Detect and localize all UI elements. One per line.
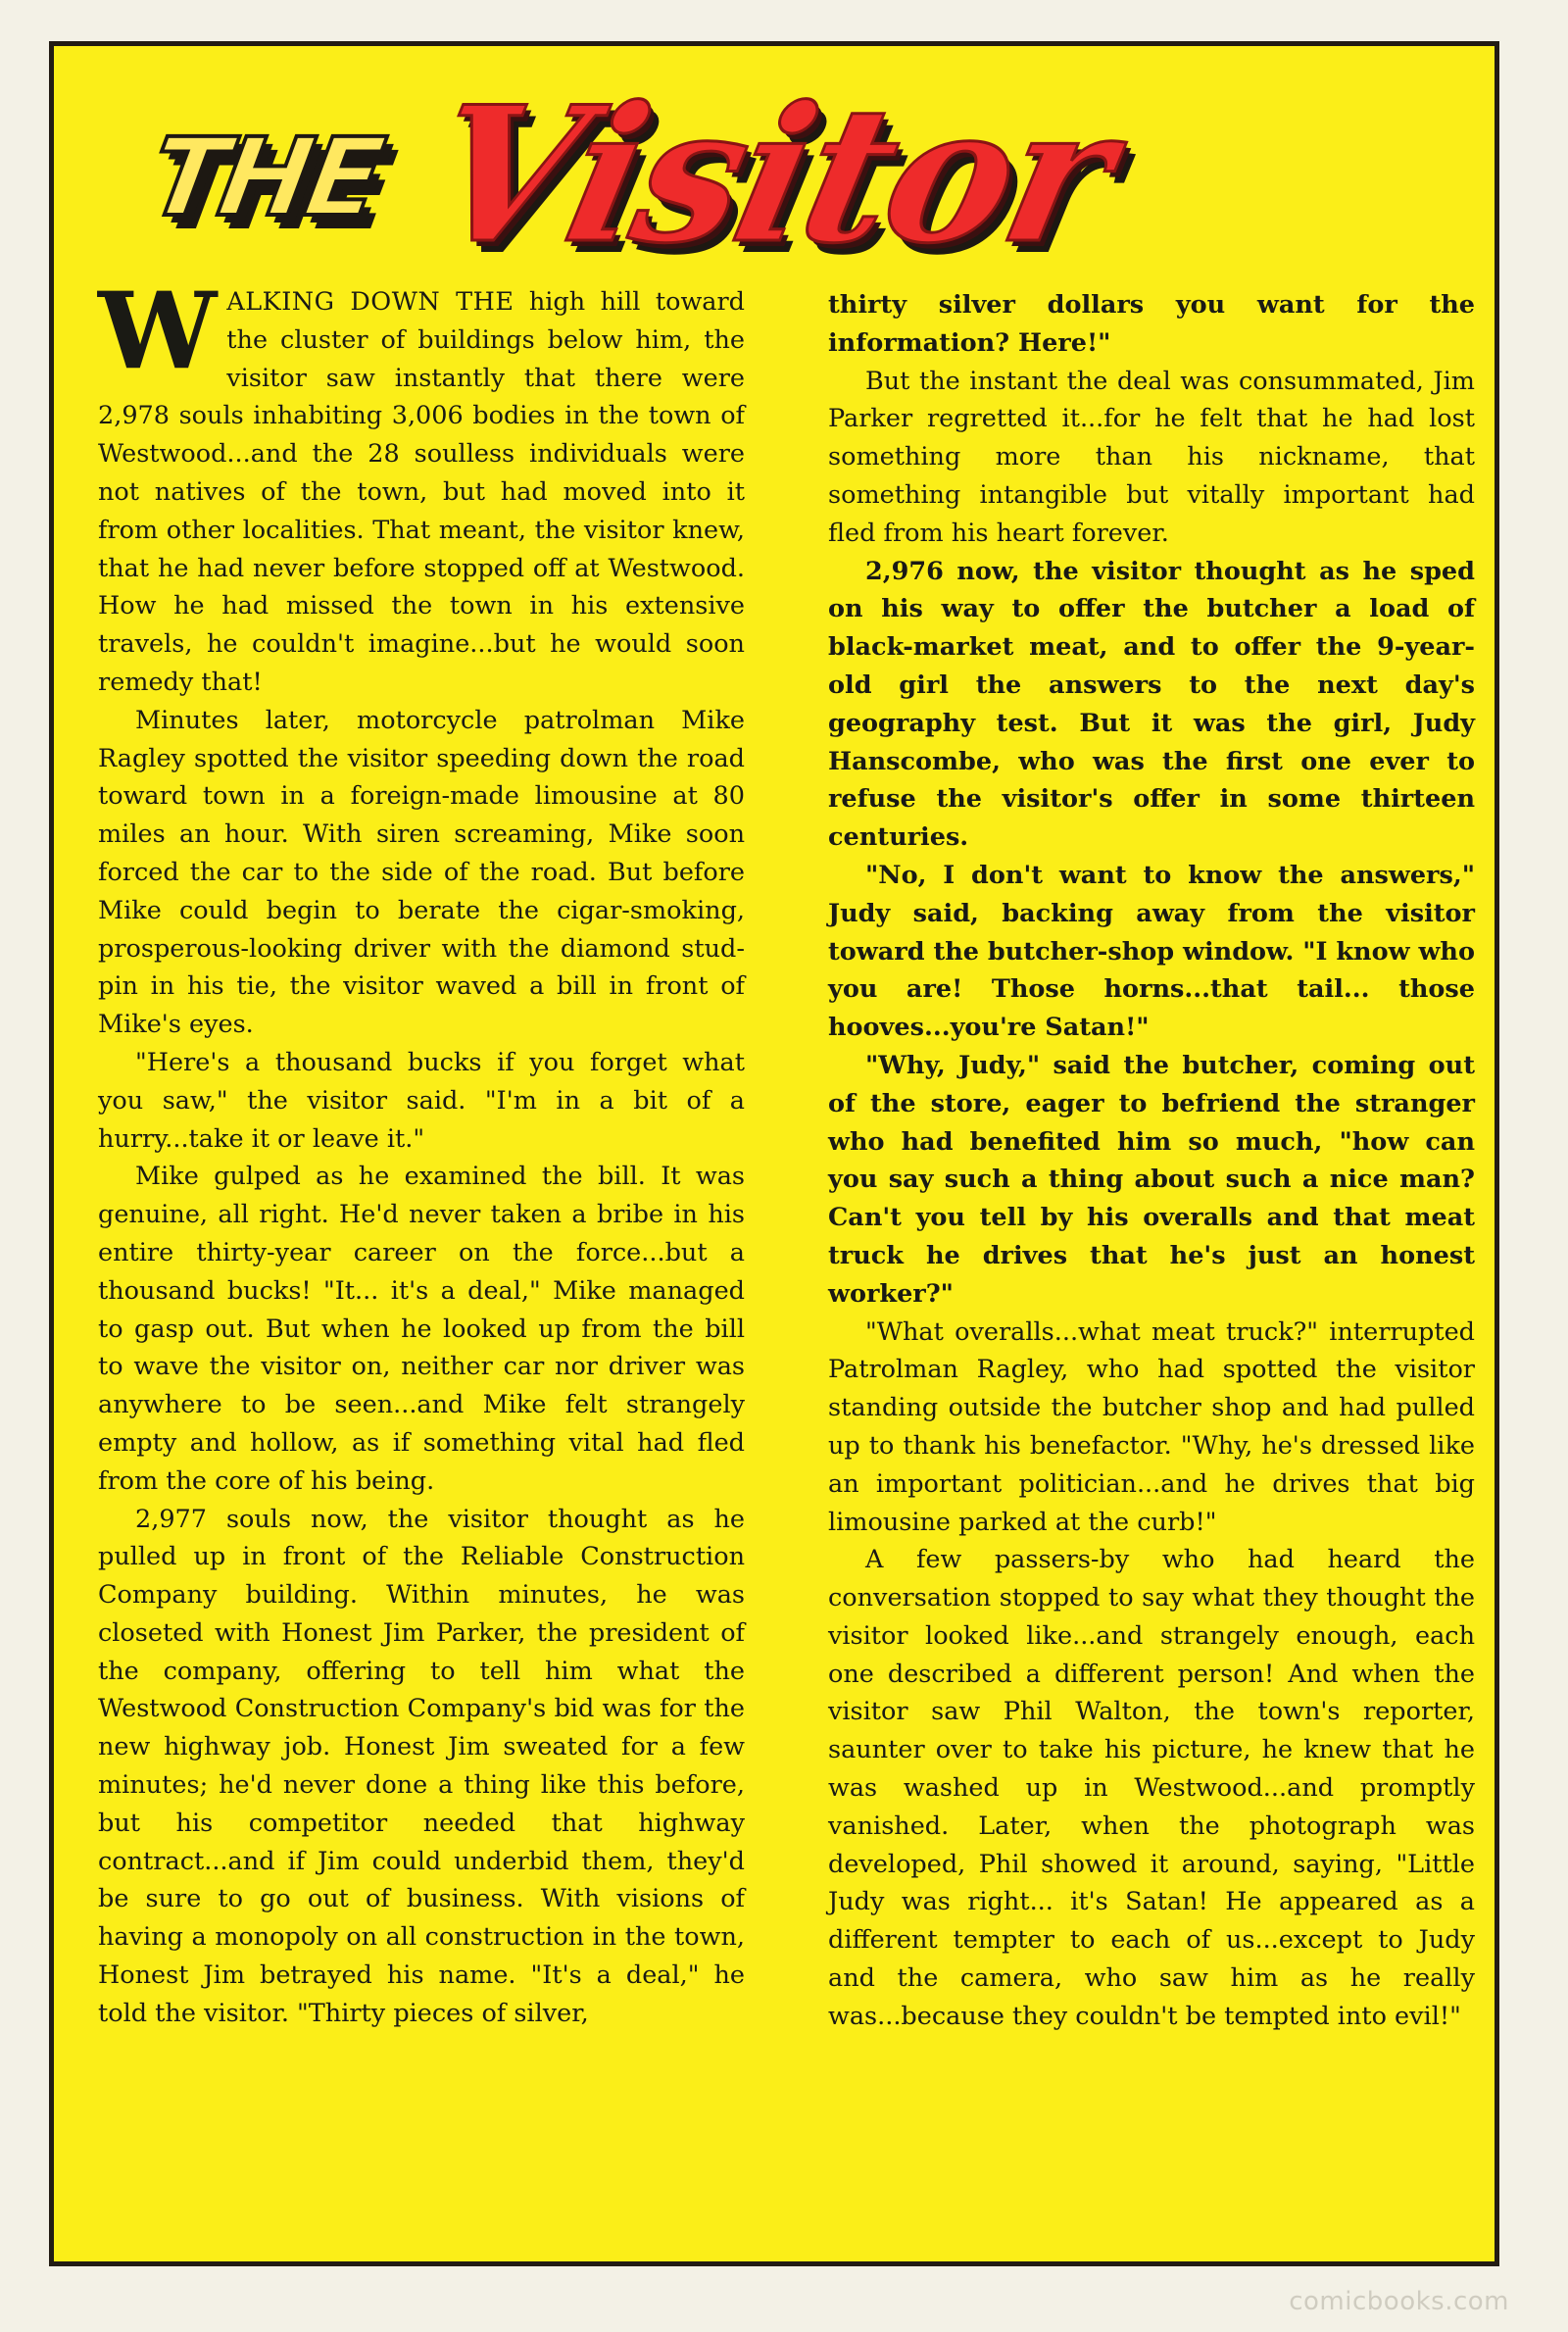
drop-cap: W [98,270,218,393]
lead-in: ALKING DOWN THE [226,287,514,317]
paragraph-text: high hill toward the cluster of buildings below him, the visitor saw instantly that there were 2,978 souls inhabiting 3,006 bodies in the town of Westwood...and the 28 soulless individuals were not natives of the town, but had moved into it from other localities. That meant, the visitor knew, that he had never before stopped off at Westwood. How he had missed the town in his extensive travels, he couldn't imagine...but he would soon remedy that! [98,287,745,697]
story-paragraph: Mike gulped as he examined the bill. It was genuine, all right. He'd never taken a bribe in his entire thirty-year career on the force...but a thousand bucks! "It... it's a deal," Mike managed to gasp out. But when he looked up from the bill to wave the visitor on, neither car nor driver was anywhere to be seen...and Mike felt strangely empty and hollow, as if something vital had fled from the core of his being. [98,1162,745,1496]
story-paragraph: "No, I don't want to know the answers," Judy said, backing away from the visitor toward the butcher-shop window. "I know who you are! Those horns...that tail... those hooves...you're Satan!" [828,860,1475,1043]
story-paragraph: "Why, Judy," said the butcher, coming out of the store, eager to befriend the stranger who had benefited him so much, "how can you say such a thing about such a nice man? Can't you tell by his overalls and that meat truck he drives that he's just an honest worker?" [828,1050,1475,1309]
story-paragraph: 2,977 souls now, the visitor thought as he pulled up in front of the Reliable Construction Company building. Within minutes, he was closeted with Honest Jim Parker, the president of the company, offering to tell him what the Westwood Construction Company's bid was for the new highway job. Honest Jim sweated for a few minutes; he'd never done a thing like this before, but his competitor needed that highway contract...and if Jim could underbid them, they'd be sure to go out of business. With visions of having a monopoly on all construction in the town, Honest Jim betrayed his name. "It's a deal," he told the visitor. "Thirty pieces of silver, [98,1504,745,2028]
story-paragraph: But the instant the deal was consummated, Jim Parker regretted it...for he felt that he had lost something more than his nickname, that something intangible but vitally important had fled from his heart forever. [828,366,1475,548]
story-paragraph: "What overalls...what meat truck?" interrupted Patrolman Ragley, who had spotted the visitor standing outside the butcher shop and had pulled up to thank his benefactor. "Why, he's dressed like an important politician...and he drives that big limousine parked at the curb!" [828,1316,1475,1537]
story-paragraph: A few passers-by who had heard the conversation stopped to say what they thought the visitor looked like...and strangely enough, each one described a different person! And when the visitor saw Phil Walton, the town's reporter, saunter over to take his picture, he knew that he was washed up in Westwood...and promptly vanished. Later, when the photograph was developed, Phil showed it around, saying, "Little Judy was right... it's Satan! He appeared as a different tempter to each of us...except to Judy and the camera, who saw him as he really was...because they couldn't be tempted into evil!" [828,1545,1475,2031]
title-banner [54,46,1494,284]
left-column [98,270,745,2033]
right-column [828,286,1475,2036]
story-paragraph: 2,976 now, the visitor thought as he sped on his way to offer the butcher a load of black-market meat, and to offer the 9-year-old girl the answers to the next day's geography test. But it was the girl, Judy Hanscombe, who was the first one ever to refuse the visitor's offer in some thirteen centuries. [828,556,1475,853]
title-the: THE [140,115,389,240]
title-visitor: Visitor [413,66,1128,284]
story-paragraph: Minutes later, motorcycle patrolman Mike Ragley spotted the visitor speeding down the road toward town in a foreign-made limousine at 80 miles an hour. With siren screaming, Mike soon forced the car to the side of the road. But before Mike could begin to berate the cigar-smoking, prosperous-looking driver with the diamond stud-pin in his tie, the visitor waved a bill in front of Mike's eyes. [98,705,745,1040]
source-watermark: comicbooks.com [1289,2287,1509,2316]
story-paragraph [98,270,745,702]
story-page [49,41,1499,2266]
story-paragraph: "Here's a thousand bucks if you forget what you saw," the visitor said. "I'm in a bit of a hurry...take it or leave it." [98,1047,745,1154]
story-paragraph: thirty silver dollars you want for the information? Here!" [828,290,1475,358]
